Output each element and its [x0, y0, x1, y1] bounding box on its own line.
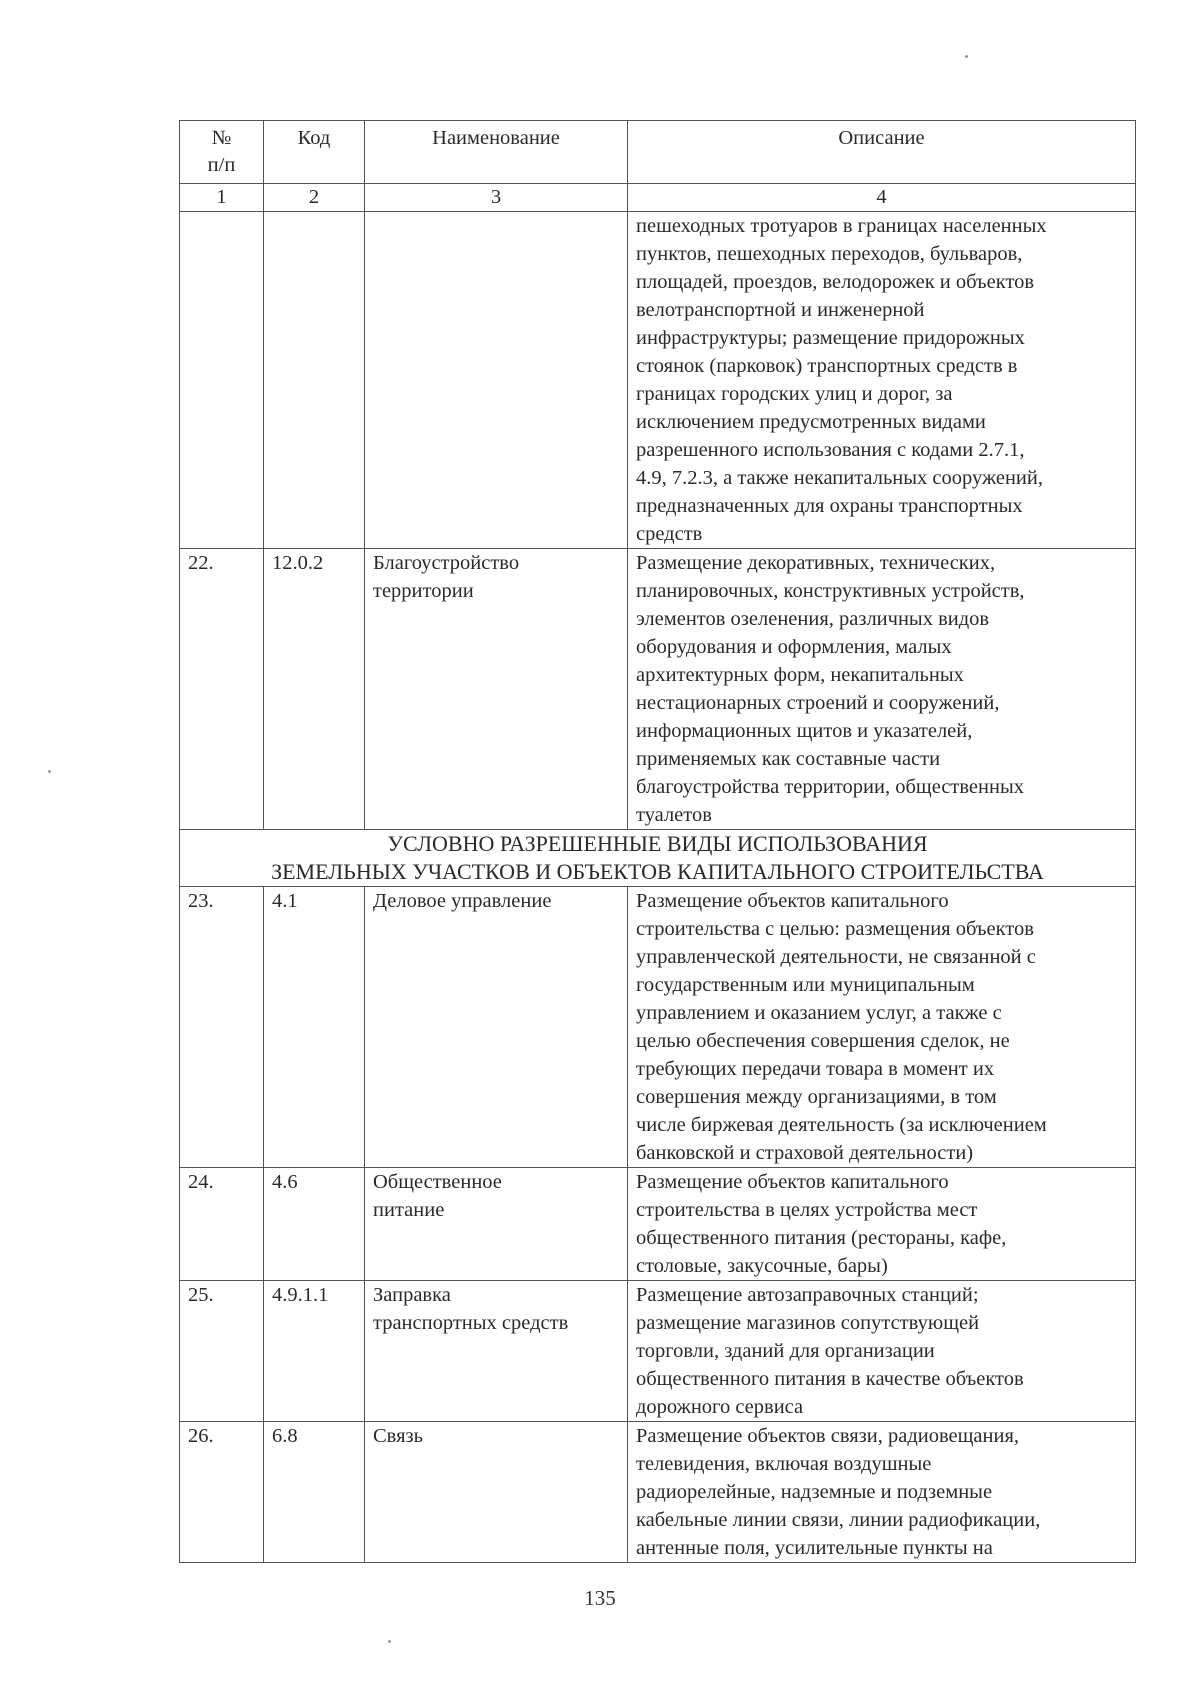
- text-line: средств: [636, 523, 703, 545]
- header-description: Описание: [628, 121, 1136, 184]
- text-line: требующих передачи товара в момент их: [636, 1058, 995, 1080]
- row-name-cell: [365, 1281, 628, 1422]
- text-line: границах городских улиц и дорог, за: [636, 383, 953, 405]
- column-number: 4: [628, 184, 1136, 212]
- table-row: [180, 1168, 1136, 1281]
- text-line: архитектурных форм, некапитальных: [636, 664, 964, 686]
- text-line: туалетов: [636, 804, 712, 826]
- header-number: № п/п: [180, 121, 264, 184]
- row-code-cell: 4.6: [264, 1168, 365, 1281]
- text-line: Общественное: [373, 1171, 502, 1193]
- text-line: государственным или муниципальным: [636, 974, 975, 996]
- column-number-row: [180, 184, 1136, 212]
- text-line: совершения между организациями, в том: [636, 1086, 997, 1108]
- row-number-cell: 23.: [180, 887, 264, 1168]
- text-line: транспортных средств: [373, 1312, 569, 1334]
- text-line: площадей, проездов, велодорожек и объектов: [636, 271, 1035, 293]
- text-line: антенные поля, усилительные пункты на: [636, 1537, 993, 1559]
- text-line: Размещение автозаправочных станций;: [636, 1284, 979, 1306]
- text-line: Благоустройство: [373, 552, 520, 574]
- text-line: дорожного сервиса: [636, 1396, 804, 1418]
- row-code-cell: 12.0.2: [264, 549, 365, 830]
- row-description-cell: [628, 212, 1136, 549]
- text-line: ЗЕМЕЛЬНЫХ УЧАСТКОВ И ОБЪЕКТОВ КАПИТАЛЬНОГО СТРОИТЕЛЬСТВА: [271, 859, 1044, 884]
- text-line: разрешенного использования с кодами 2.7.1,: [636, 439, 1025, 461]
- column-number: 3: [365, 184, 628, 212]
- text-line: исключением предусмотренных видами: [636, 411, 986, 433]
- table-row: [180, 212, 1136, 549]
- text-line: Связь: [373, 1425, 423, 1447]
- row-name-cell: [365, 1168, 628, 1281]
- header-name: Наименование: [365, 121, 628, 184]
- text-line: целью обеспечения совершения сделок, не: [636, 1030, 1010, 1052]
- table-row: [180, 887, 1136, 1168]
- text-line: Размещение объектов капитального: [636, 1171, 949, 1193]
- text-line: общественного питания (рестораны, кафе,: [636, 1227, 1007, 1249]
- row-code-cell: 6.8: [264, 1422, 365, 1563]
- row-description-cell: [628, 1422, 1136, 1563]
- row-code-cell: 4.9.1.1: [264, 1281, 365, 1422]
- text-line: строительства с целью: размещения объектов: [636, 918, 1034, 940]
- text-line: управлением и оказанием услуг, а также с: [636, 1002, 1002, 1024]
- page-number: 135: [584, 1586, 616, 1610]
- column-number: 2: [264, 184, 365, 212]
- text-line: пешеходных тротуаров в границах населенных: [636, 215, 1047, 237]
- text-line: телевидения, включая воздушные: [636, 1453, 932, 1475]
- text-line: велотранспортной и инженерной: [636, 299, 925, 321]
- text-line: оборудования и оформления, малых: [636, 636, 952, 658]
- row-code-cell: 4.1: [264, 887, 365, 1168]
- scan-speck: [48, 770, 51, 773]
- text-line: стоянок (парковок) транспортных средств в: [636, 355, 1018, 377]
- text-line: строительства в целях устройства мест: [636, 1199, 978, 1221]
- scan-speck: [388, 1640, 391, 1643]
- text-line: питание: [373, 1199, 445, 1221]
- text-line: числе биржевая деятельность (за исключением: [636, 1114, 1047, 1136]
- text-line: благоустройства территории, общественных: [636, 776, 1024, 798]
- text-line: Заправка: [373, 1284, 451, 1306]
- text-line: управленческой деятельности, не связанной с: [636, 946, 1036, 968]
- text-line: предназначенных для охраны транспортных: [636, 495, 1023, 517]
- row-code-cell: [264, 212, 365, 549]
- row-number-cell: [180, 212, 264, 549]
- row-description-cell: [628, 887, 1136, 1168]
- text-line: территории: [373, 580, 474, 602]
- text-line: радиорелейные, надземные и подземные: [636, 1481, 993, 1503]
- row-number-cell: 24.: [180, 1168, 264, 1281]
- header-code: Код: [264, 121, 365, 184]
- text-line: планировочных, конструктивных устройств,: [636, 580, 1025, 602]
- row-number-cell: 22.: [180, 549, 264, 830]
- text-line: Размещение декоративных, технических,: [636, 552, 996, 574]
- row-description-cell: [628, 1281, 1136, 1422]
- table-row: [180, 1422, 1136, 1563]
- text-line: торговли, зданий для организации: [636, 1340, 935, 1362]
- text-line: Размещение объектов капитального: [636, 890, 949, 912]
- text-line: Размещение объектов связи, радиовещания,: [636, 1425, 1020, 1447]
- text-line: 4.9, 7.2.3, а также некапитальных сооружений,: [636, 467, 1043, 489]
- row-number-cell: 26.: [180, 1422, 264, 1563]
- table-header-row: [180, 121, 1136, 184]
- column-number: 1: [180, 184, 264, 212]
- text-line: размещение магазинов сопутствующей: [636, 1312, 980, 1334]
- text-line: элементов озеленения, различных видов: [636, 608, 990, 630]
- table-row: [180, 1281, 1136, 1422]
- section-header-row: [180, 830, 1136, 887]
- row-name-cell: [365, 1422, 628, 1563]
- text-line: банковской и страховой деятельности): [636, 1142, 974, 1164]
- table-row: [180, 549, 1136, 830]
- row-name-cell: [365, 212, 628, 549]
- text-line: УСЛОВНО РАЗРЕШЕННЫЕ ВИДЫ ИСПОЛЬЗОВАНИЯ: [387, 831, 928, 856]
- text-line: пунктов, пешеходных переходов, бульваров,: [636, 243, 1023, 265]
- row-name-cell: [365, 887, 628, 1168]
- text-line: кабельные линии связи, линии радиофикации,: [636, 1509, 1041, 1531]
- row-name-cell: [365, 549, 628, 830]
- text-line: нестационарных строений и сооружений,: [636, 692, 1000, 714]
- text-line: применяемых как составные части: [636, 748, 941, 770]
- land-use-table: [179, 120, 1136, 1563]
- text-line: общественного питания в качестве объектов: [636, 1368, 1024, 1390]
- row-number-cell: 25.: [180, 1281, 264, 1422]
- text-line: столовые, закусочные, бары): [636, 1255, 888, 1277]
- row-description-cell: [628, 549, 1136, 830]
- row-description-cell: [628, 1168, 1136, 1281]
- text-line: инфраструктуры; размещение придорожных: [636, 327, 1025, 349]
- text-line: Деловое управление: [373, 890, 552, 912]
- section-title: [180, 830, 1136, 887]
- scan-speck: [965, 55, 968, 58]
- text-line: информационных щитов и указателей,: [636, 720, 973, 742]
